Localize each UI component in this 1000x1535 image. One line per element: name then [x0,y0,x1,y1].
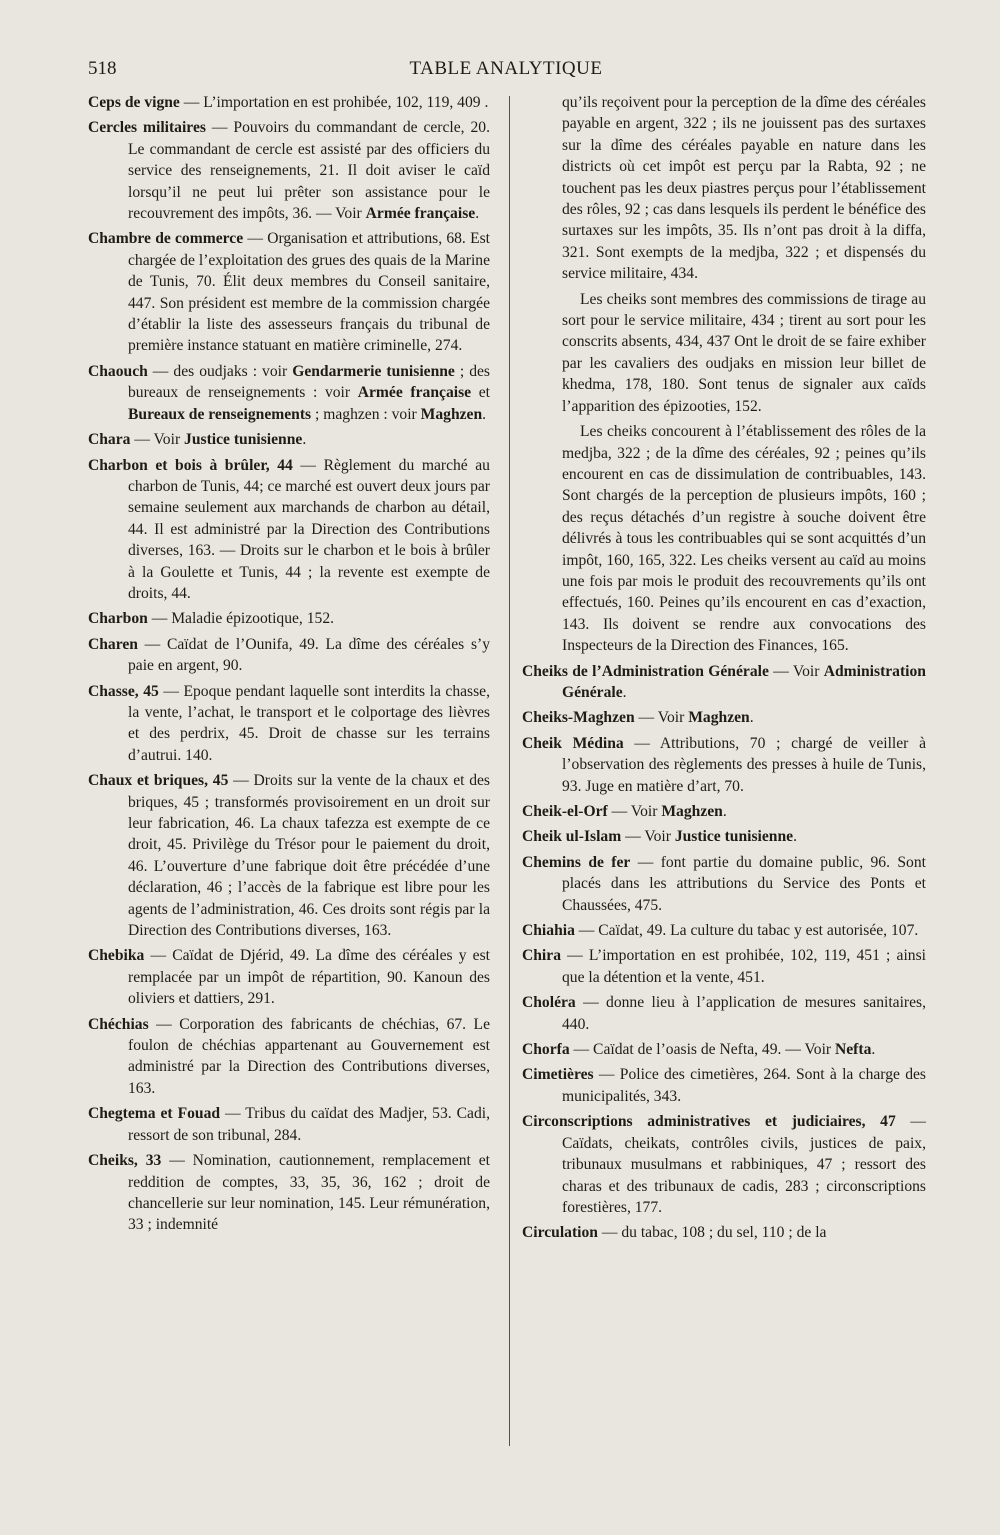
index-entry [88,455,490,605]
cross-reference: Justice tunisienne [674,828,794,846]
entry-headword: Chara [88,431,131,449]
entry-headword: Chaouch [88,362,148,380]
entry-headword: Chegtema et Fouad [88,1105,221,1123]
entry-continuation: Les cheiks sont membres des commissions de tirage au sort pour le service militaire, 434 ; tirent au sort pour les conscrits absents, 434, 437 Ont le droit de se faire exhiber par les cavaliers des oudjaks en mission leur billet de khedma, 178, 180. Sont tenus de signaler aux caïds l’apparition des épizooties, 152. [562,290,926,415]
cross-reference: Administration Générale [562,662,926,701]
column-divider [509,96,510,1446]
index-entry [522,945,926,988]
entry-text: — Caïdat de l’Ounifa, 49. La dîme des céréales s’y paie en argent, 90. [128,635,490,675]
entry-text: — des oudjaks : voir [147,362,293,380]
entry-headword: Cimetières [522,1066,594,1084]
entry-text: . [722,803,727,820]
entry-text: — Voir [607,803,662,820]
entry-text: — Voir [130,431,185,449]
entry-text: — Pouvoirs du commandant de cercle, 20. Le commandant de cercle est assisté par des officiers du service des renseignements, 21. Il doit aviser le caïd lorsqu’il ne peut lui prêter son assistance pour le recouvrement des impôts, 36. — Voir [128,119,491,223]
entry-text: — Voir [634,709,689,727]
entry-text: — Attributions, 70 ; chargé de veiller à l’observation des règlements des presses à huile de Tunis, 93. Juge en matière d’art, 70. [562,734,927,795]
entry-text: — Caïdat, 49. La culture du tabac y est autorisée, 107. [574,922,919,940]
index-entry [522,1111,926,1218]
left-column [88,92,490,1240]
entry-continuation: qu’ils reçoivent pour la perception de la dîme des céréales payable en argent, 322 ; ils ne jouissent pas des surtaxes sur la dîme des céréales payable en nature dans les districts où cet impôt est perçu par la Rabta, 92 ; ne touchent pas les deux piastres perçus pour l’établissement des rôles, 92 ; cas dans lesquels ils perdent le bénéfice des surtaxes sur les impôts, 35. Ils n’ont pas droit à la diffa, 321. Sont exempts de la medjba, 322 ; et dispensés du service militaire, 434. [562,94,926,283]
entry-headword: Chiahia [522,922,575,940]
cross-reference: Bureaux de renseignements [128,405,312,423]
index-entry [88,1103,490,1146]
entry-headword: Cercles militaires [88,119,206,137]
entry-text: — Organisation et attributions, 68. Est chargée de l’exploitation des grues des quais de la Marine de Tunis, 70. Élit deux membres du Conseil sanitaire, 447. Son président est membre de la commission chargée d’établir la liste des assesseurs français du tribunal de première instance statuant en matière criminelle, 274. [128,230,490,355]
entry-text: . [302,431,307,449]
entry-text: et [471,384,490,402]
cross-reference: Armée française [357,384,472,402]
entry-text: — Corporation des fabricants de chéchias, 67. Le foulon de chéchias appartenant au Gouvernement est administré par la Direction des Contributions diverses, 163. [128,1015,490,1097]
cross-reference: Maghzen [688,709,750,727]
entry-text: — Epoque pendant laquelle sont interdits la chasse, la vente, l’achat, le transport et le colportage des lièvres et des perdrix, 45. Droit de chasse sur les terrains d’autrui. 140. [128,682,490,764]
cross-reference: Maghzen [661,803,723,820]
index-entry [88,429,490,450]
entry-text: — Droits sur la vente de la chaux et des briques, 45 ; transformés provisoirement en un droit sur leur fabrication, 46. La chaux tafezza est exempte de ce droit, 45. Privilège du Trésor pour le paiement du droit, 46. L’ouverture d’une fabrique doit être précédée d’une déclaration, 46 ; l’accès de la fabrique est libre pour les agents de l’administration, 46. Ces droits sont régis par la Direction des Contributions diverses, 163. [128,772,491,940]
entry-text: — L’importation en est prohibée, 102, 119, 451 ; ainsi que la détention et la vente, 451. [560,947,926,986]
entry-text: . [482,405,487,423]
index-entry [88,1150,490,1236]
right-column [522,92,926,1248]
entry-text: — Nomination, cautionnement, remplacement et reddition de comptes, 33, 35, 36, 162 ; droit de chancellerie sur leur nomination, 145. Leur rémunération, 33 ; indemnité [128,1152,490,1234]
index-entry [88,361,490,425]
page-header [88,58,924,84]
entry-headword: Charbon [88,610,148,628]
entry-headword: Chasse, 45 [88,682,159,700]
index-entry [88,681,490,767]
entry-text: — du tabac, 108 ; du sel, 110 ; de la [597,1224,827,1242]
index-entry [522,920,926,941]
entry-text: — Caïdat de l’oasis de Nefta, 49. — Voir [569,1041,835,1059]
entry-headword: Chorfa [522,1041,570,1059]
index-entry [88,92,490,113]
index-entry [522,852,926,916]
index-entry [88,770,490,941]
entry-headword: Chebika [88,947,145,965]
index-entry [88,117,490,224]
entry-headword: Chaux et briques, 45 [88,772,229,790]
entry-text: — Caïdats, cheikats, contrôles civils, justices de paix, tribunaux musulmans et rabbiniques, 47 ; ressort des charas et des tribunaux de cadis, 283 ; circonscriptions forestières, 177. [562,1113,926,1216]
entry-text: . [749,709,754,727]
index-entry [522,992,926,1035]
entry-text: — Règlement du marché au charbon de Tunis, 44; ce marché est ouvert deux jours par semaine seulement aux marchands de charbon au détail, 44. Il est administré par la Direction des Contributions diverses, 163. — Droits sur le charbon et le bois à brûler à la Goulette et Tunis, 44 ; la revente est exempte de droits, 44. [128,456,490,602]
index-entry [522,801,926,822]
entry-text: — Caïdat de Djérid, 49. La dîme des céréales y est remplacée par un impôt de répartition, 90. Kanoun des oliviers et dattiers, 291. [128,947,490,1008]
entry-headword: Cheiks-Maghzen [522,709,635,727]
entry-text: — donne lieu à l’application de mesures sanitaires, 440. [562,994,926,1033]
index-entry [88,634,490,677]
entry-text: — Maladie épizootique, 152. [147,610,335,628]
entry-text: . [793,828,797,846]
entry-headword: Chambre de commerce [88,230,244,248]
entry-headword: Chira [522,947,561,965]
cross-reference: Maghzen [420,405,483,423]
index-entry [522,661,926,704]
cross-reference: Armée française [365,205,476,223]
page-number: 518 [88,58,117,79]
entry-headword: Cheiks de l’Administration Générale [522,662,769,680]
entry-headword: Cheik ul-Islam [522,828,622,846]
entry-text: . [871,1041,876,1059]
index-entry [88,945,490,1009]
index-entry [88,1014,490,1100]
entry-headword: Cheik-el-Orf [522,803,608,820]
running-title: TABLE ANALYTIQUE [409,58,603,79]
cross-reference: Gendarmerie tunisienne [292,362,455,380]
cross-reference: Justice tunisienne [184,431,303,449]
cross-reference: Nefta [835,1041,872,1059]
index-entry [522,1222,926,1243]
entry-text: — Voir [621,828,675,846]
entry-headword: Ceps de vigne [88,94,180,111]
index-entry [522,1064,926,1107]
entry-text: . [622,683,627,701]
index-entry [522,826,926,847]
entry-text: . [475,205,480,223]
entry-headword: Circonscriptions administratives et judiciaires, 47 [522,1113,896,1131]
entry-headword: Choléra [522,994,576,1012]
index-entry [88,228,490,356]
entry-text: — L’importation en est prohibée, 102, 119, 409 . [179,94,489,111]
index-entry [522,733,926,797]
entry-text: — Voir [768,662,824,680]
entry-headword: Cheik Médina [522,734,624,752]
entry-headword: Charbon et bois à brûler, 44 [88,456,293,474]
entry-headword: Chéchias [88,1015,149,1033]
entry-text: — Tribus du caïdat des Madjer, 53. Cadi, ressort de son tribunal, 284. [128,1105,490,1144]
index-entry [88,608,490,629]
index-entry [522,1039,926,1060]
entry-headword: Circulation [522,1224,598,1242]
entry-text: — Police des cimetières, 264. Sont à la charge des municipalités, 343. [562,1066,926,1105]
entry-headword: Charen [88,635,138,653]
entry-text: ; des bureaux de renseignements : voir [128,362,490,402]
index-entry [522,707,926,728]
entry-text: ; maghzen : voir [311,405,421,423]
entry-headword: Cheiks, 33 [88,1152,162,1170]
entry-headword: Chemins de fer [522,853,631,871]
entry-continuation: Les cheiks concourent à l’établissement des rôles de la medjba, 322 ; de la dîme des céréales, 92 ; peines qu’ils encourent en cas de dissimulation de contribuables, 143. Sont chargés de la perception de plusieurs impôts, 160 ; des reçus détachés d’un registre à souche doivent être délivrés à tous les contribuables qui se sont acquittés d’un impôt, 160, 165, 322. Les cheiks versent au caïd au moins une fois par mois le produit des recouvrements qu’ils ont effectués, 160. Peines qu’ils encourent en cas d’exaction, 143. Ils doivent se rendre aux convocations des Inspecteurs de la Direction des Finances, 165. [562,423,926,655]
entry-text: — font partie du domaine public, 96. Sont placés dans les attributions du Service des Ponts et Chaussées, 475. [562,853,926,914]
